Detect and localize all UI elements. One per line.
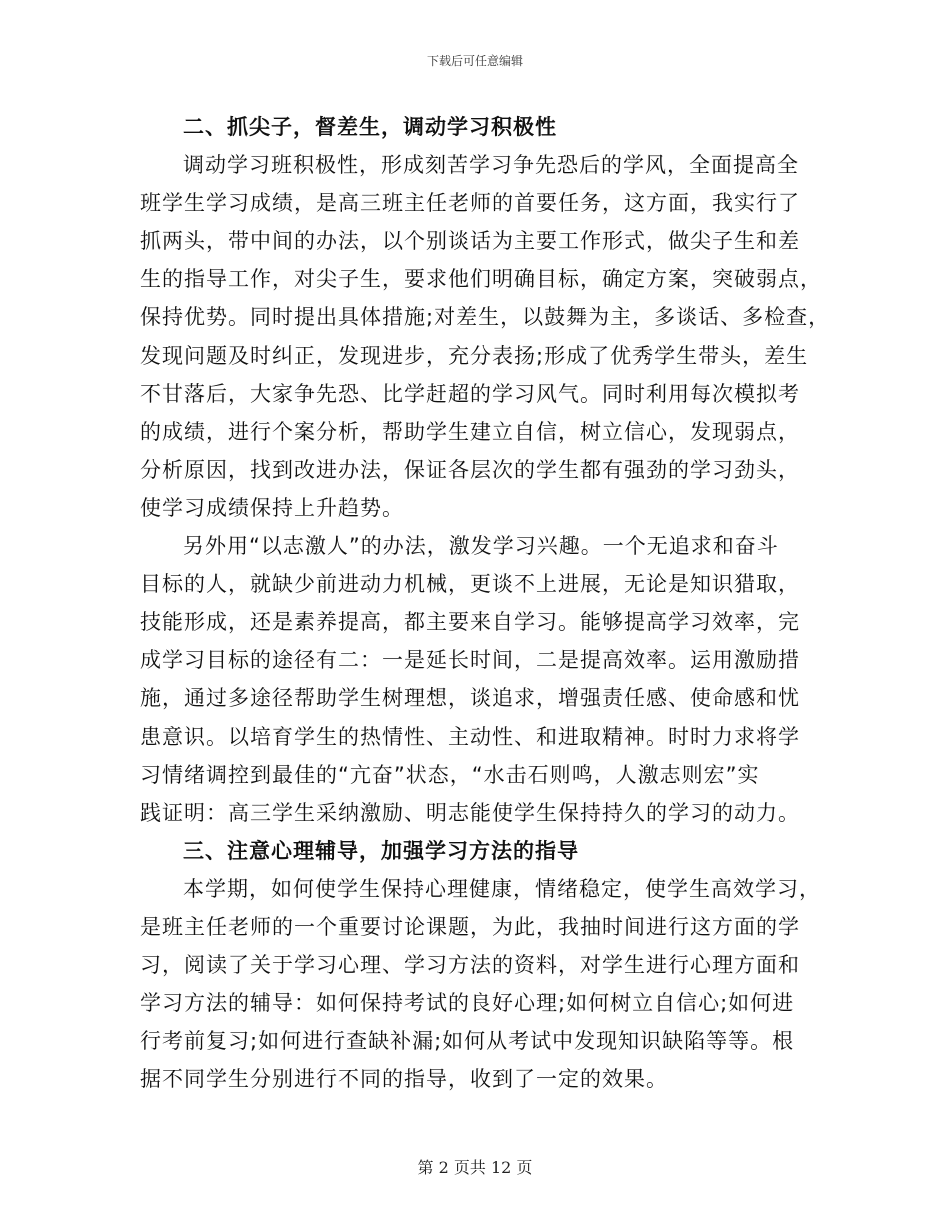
paragraph-line: 习，阅读了关于学习心理、学习方法的资料，对学生进行心理方面和 bbox=[140, 953, 800, 978]
paragraph-line: 目标的人，就缺少前进动力机械，更谈不上进展，无论是知识猎取， bbox=[140, 572, 800, 597]
paragraph-line: 施，通过多途径帮助学生树理想，谈追求，增强责任感、使命感和忧 bbox=[140, 686, 800, 711]
paragraph-line: 另外用“以志激人”的办法，激发学习兴趣。一个无追求和奋斗 bbox=[183, 534, 779, 559]
paragraph-line: 技能形成，还是素养提高，都主要来自学习。能够提高学习效率，完 bbox=[140, 610, 800, 635]
paragraph-line: 使学习成绩保持上升趋势。 bbox=[140, 495, 404, 520]
section-heading-2: 二、抓尖子，督差生，调动学习积极性 bbox=[183, 115, 557, 139]
paragraph-line: 生的指导工作，对尖子生，要求他们明确目标，确定方案，突破弱点， bbox=[140, 267, 822, 292]
page-header-note: 下载后可任意编辑 bbox=[426, 54, 523, 68]
document-body bbox=[140, 108, 831, 1098]
paragraph-line: 抓两头，带中间的办法，以个别谈话为主要工作形式，做尖子生和差 bbox=[140, 229, 800, 254]
paragraph-line: 成学习目标的途径有二：一是延长时间，二是提高效率。运用激励措 bbox=[140, 648, 800, 673]
paragraph-line: 行考前复习;如何进行查缺补漏;如何从考试中发现知识缺陷等等。根 bbox=[140, 1029, 795, 1054]
paragraph-line: 本学期，如何使学生保持心理健康，情绪稳定，使学生高效学习， bbox=[183, 876, 821, 901]
paragraph-line: 发现问题及时纠正，发现进步，充分表扬;形成了优秀学生带头，差生 bbox=[140, 343, 809, 368]
paragraph-line: 是班主任老师的一个重要讨论课题，为此，我抽时间进行这方面的学 bbox=[140, 914, 800, 939]
paragraph-line: 班学生学习成绩，是高三班主任老师的首要任务，这方面，我实行了 bbox=[140, 191, 800, 216]
paragraph-line: 保持优势。同时提出具体措施;对差生，以鼓舞为主，多谈话、多检查， bbox=[140, 305, 831, 330]
paragraph-line: 践证明：高三学生采纳激励、明志能使学生保持持久的学习的动力。 bbox=[140, 800, 800, 825]
paragraph-line: 习情绪调控到最佳的“亢奋”状态，“水击石则鸣，人激志则宏”实 bbox=[140, 762, 760, 787]
paragraph-line: 学习方法的辅导：如何保持考试的良好心理;如何树立自信心;如何进 bbox=[140, 991, 795, 1016]
paragraph-line: 据不同学生分别进行不同的指导，收到了一定的效果。 bbox=[140, 1067, 668, 1092]
paragraph-line: 不甘落后，大家争先恐、比学赶超的学习风气。同时利用每次模拟考 bbox=[140, 381, 800, 406]
paragraph-line: 调动学习班积极性，形成刻苦学习争先恐后的学风，全面提高全 bbox=[183, 153, 799, 178]
page-number: 第 2 页共 12 页 bbox=[417, 1158, 533, 1177]
paragraph-line: 的成绩，进行个案分析，帮助学生建立自信，树立信心，发现弱点， bbox=[140, 419, 800, 444]
section-heading-3: 三、注意心理辅导，加强学习方法的指导 bbox=[183, 838, 579, 863]
paragraph-line: 分析原因，找到改进办法，保证各层次的学生都有强劲的学习劲头， bbox=[140, 457, 800, 482]
paragraph-line: 患意识。以培育学生的热情性、主动性、和进取精神。时时力求将学 bbox=[140, 724, 800, 749]
